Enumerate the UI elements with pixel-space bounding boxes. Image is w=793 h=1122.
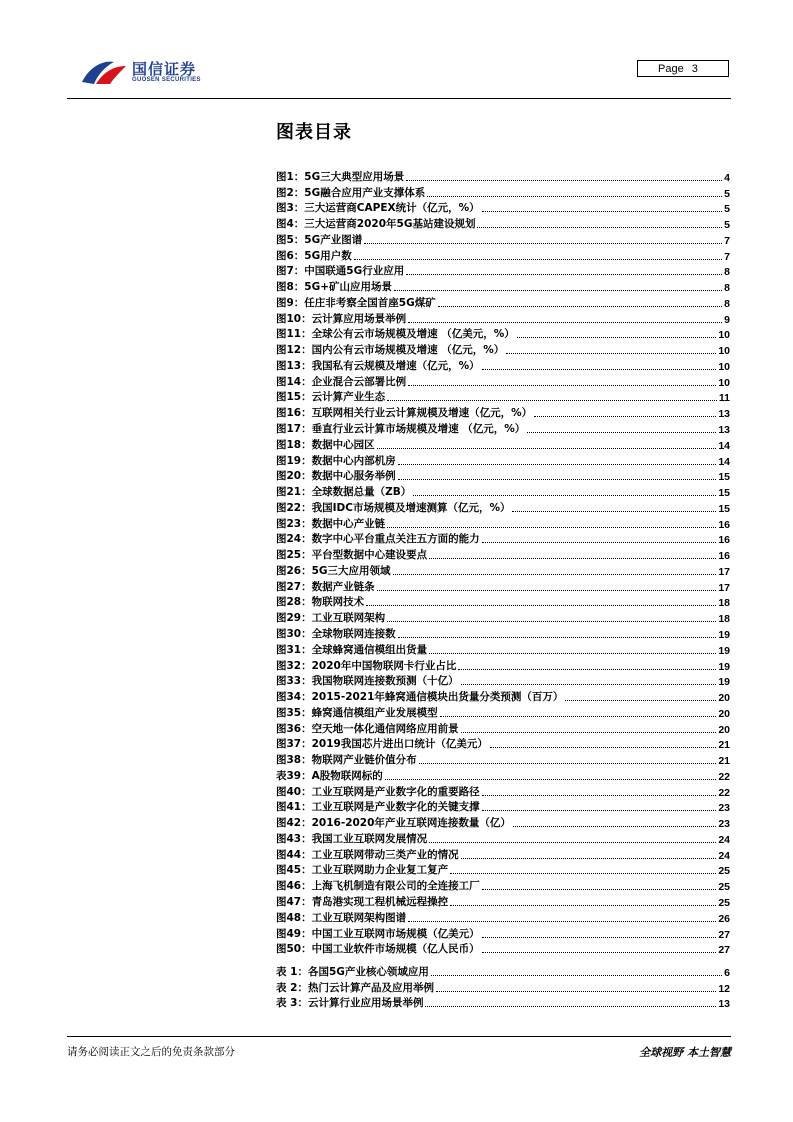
toc-entry-page: 13 [718, 408, 730, 421]
toc-entry-label: 图8：5G+矿山应用场景 [276, 281, 393, 294]
toc-dot-leader [429, 653, 716, 654]
toc-entry[interactable] [276, 184, 730, 200]
toc-entry-label: 图41：工业互联网是产业数字化的关键支撑 [276, 801, 480, 814]
toc-dot-leader [377, 448, 717, 449]
toc-entry[interactable] [276, 562, 730, 578]
toc-dot-leader [408, 921, 716, 922]
toc-dot-leader [565, 700, 716, 701]
toc-dot-leader [406, 180, 722, 181]
toc-entry-label: 图14：企业混合云部署比例 [276, 375, 407, 388]
toc-entry-page: 15 [718, 502, 730, 515]
toc-entry-label: 图9：任庄非考察全国首座5G煤矿 [276, 296, 436, 309]
toc-dot-leader [440, 716, 717, 717]
toc-dot-leader [387, 400, 717, 401]
toc-entry-label: 图31：全球蜂窝通信模组出货量 [276, 643, 428, 656]
toc-entry-label: 图21：全球数据总量（ZB） [276, 486, 412, 499]
toc-dot-leader [387, 621, 716, 622]
toc-entry-label: 图33：我国物联网连接数预测（十亿） [276, 675, 459, 688]
footer-slogan: 全球视野 本土智慧 [639, 1046, 731, 1059]
toc-dot-leader [482, 952, 717, 953]
toc-entry-page: 22 [718, 770, 730, 783]
toc-entry-label: 图20：数据中心服务举例 [276, 470, 396, 483]
toc-title: 图表目录 [276, 122, 352, 143]
toc-dot-leader [461, 858, 717, 859]
toc-entry[interactable] [276, 799, 730, 815]
toc-entry-page: 10 [718, 329, 730, 342]
toc-entry-page: 22 [718, 786, 730, 799]
toc-entry-page: 27 [718, 928, 730, 941]
toc-dot-leader [527, 432, 716, 433]
toc-entry[interactable] [276, 468, 730, 484]
toc-dot-leader [354, 259, 722, 260]
toc-dot-leader [506, 353, 716, 354]
toc-dot-leader [393, 574, 717, 575]
toc-entry[interactable] [276, 499, 730, 515]
logo-english-name: GUOSEN SECURITIES [132, 77, 201, 83]
toc-dot-leader [413, 495, 716, 496]
toc-entry-page: 24 [718, 849, 730, 862]
toc-entry-page: 6 [724, 966, 730, 979]
toc-entry-label: 图32：2020年中国物联网卡行业占比 [276, 659, 457, 672]
footer-divider [67, 1036, 731, 1037]
toc-entry[interactable] [276, 995, 730, 1011]
logo-chinese-name: 国信证券 [132, 60, 197, 78]
toc-entry-label: 图4：三大运营商2020年5G基站建设规划 [276, 218, 476, 231]
toc-entry-page: 16 [718, 518, 730, 531]
toc-entry-page: 5 [724, 219, 730, 232]
toc-entry[interactable] [276, 657, 730, 673]
toc-entry[interactable] [276, 704, 730, 720]
toc-entry-label: 图18：数据中心园区 [276, 438, 375, 451]
toc-entry-page: 25 [718, 865, 730, 878]
toc-entry-page: 16 [718, 550, 730, 563]
toc-entry[interactable] [276, 625, 730, 641]
toc-entry[interactable] [276, 751, 730, 767]
toc-dot-leader [385, 779, 717, 780]
toc-entry[interactable] [276, 925, 730, 941]
toc-entry-page: 13 [718, 998, 730, 1011]
toc-dot-leader [490, 747, 716, 748]
toc-entry-page: 23 [718, 802, 730, 815]
toc-entry-label: 图29：工业互联网架构 [276, 612, 386, 625]
guosen-logo-icon [80, 56, 128, 86]
toc-entry[interactable] [276, 963, 730, 979]
toc-entry-page: 8 [724, 297, 730, 310]
toc-entry[interactable] [276, 231, 730, 247]
toc-entry-page: 19 [718, 676, 730, 689]
toc-dot-leader [419, 763, 717, 764]
toc-dot-leader [482, 795, 717, 796]
toc-dot-leader [482, 369, 717, 370]
toc-entry-label: 图13：我国私有云规模及增速（亿元，%） [276, 359, 480, 372]
toc-entry[interactable] [276, 941, 730, 957]
toc-entry-page: 7 [724, 234, 730, 247]
toc-entry[interactable] [276, 483, 730, 499]
toc-entry-page: 23 [718, 818, 730, 831]
toc-entry-label: 图2：5G融合应用产业支撑体系 [276, 186, 426, 199]
toc-entry-page: 21 [718, 739, 730, 752]
toc-entry-label: 图34：2015-2021年蜂窝通信模块出货量分类预测（百万） [276, 691, 564, 704]
toc-dot-leader [482, 937, 717, 938]
toc-entry[interactable] [276, 294, 730, 310]
toc-dot-leader [364, 243, 722, 244]
toc-entry-label: 图48：工业互联网架构图谱 [276, 911, 407, 924]
toc-entry-label: 图36：空天地一体化通信网络应用前景 [276, 722, 459, 735]
company-logo [80, 56, 220, 88]
toc-entry[interactable] [276, 310, 730, 326]
toc-entry[interactable] [276, 263, 730, 279]
toc-entry-page: 19 [718, 628, 730, 641]
toc-dot-leader [513, 826, 716, 827]
toc-entry[interactable] [276, 515, 730, 531]
toc-entry[interactable] [276, 909, 730, 925]
header-divider [67, 98, 731, 99]
toc-entry-label: 图7：中国联通5G行业应用 [276, 265, 405, 278]
toc-entry[interactable] [276, 452, 730, 468]
footer-disclaimer: 请务必阅读正文之后的免责条款部分 [67, 1046, 235, 1058]
toc-entry-page: 14 [718, 439, 730, 452]
toc-entry-label: 图10：云计算应用场景举例 [276, 312, 407, 325]
toc-entry-page: 18 [718, 597, 730, 610]
toc-entry-page: 13 [718, 424, 730, 437]
toc-entry-label: 图30：全球物联网连接数 [276, 627, 396, 640]
toc-entry-page: 27 [718, 944, 730, 957]
toc-entry[interactable] [276, 531, 730, 547]
toc-entry-label: 图5：5G产业图谱 [276, 233, 363, 246]
toc-entry-page: 21 [718, 755, 730, 768]
toc-dot-leader [482, 889, 717, 890]
toc-dot-leader [482, 810, 717, 811]
toc-entry[interactable] [276, 247, 730, 263]
page-word: Page [658, 63, 684, 75]
toc-entry[interactable] [276, 720, 730, 736]
toc-entry[interactable] [276, 215, 730, 231]
toc-entry-label: 图40：工业互联网是产业数字化的重要路径 [276, 785, 480, 798]
toc-entry-label: 图46：上海飞机制造有限公司的全连接工厂 [276, 880, 480, 893]
toc-entry-page: 26 [718, 912, 730, 925]
toc-entry-page: 15 [718, 487, 730, 500]
toc-entry-label: 图26：5G三大应用领域 [276, 564, 391, 577]
toc-entry[interactable] [276, 688, 730, 704]
toc-entry-page: 25 [718, 896, 730, 909]
toc-dot-leader [425, 1006, 716, 1007]
toc-entry-label: 表 1：各国5G产业核心领域应用 [276, 965, 429, 978]
toc-entry-label: 表 2：热门云计算产品及应用举例 [276, 981, 434, 994]
toc-entry-page: 17 [718, 581, 730, 594]
toc-entry[interactable] [276, 736, 730, 752]
toc-dot-leader [482, 211, 723, 212]
toc-entry-label: 图27：数据产业链条 [276, 580, 375, 593]
toc-entry[interactable] [276, 814, 730, 830]
toc-entry[interactable] [276, 877, 730, 893]
table-list [276, 963, 730, 1010]
toc-dot-leader [461, 684, 717, 685]
toc-entry-label: 图42：2016-2020年产业互联网连接数量（亿） [276, 817, 511, 830]
toc-dot-leader [398, 479, 717, 480]
toc-entry-label: 图1：5G三大典型应用场景 [276, 170, 405, 183]
toc-dot-leader [429, 558, 716, 559]
toc-entry-label: 图35：蜂窝通信模组产业发展模型 [276, 706, 438, 719]
toc-entry-label: 图44：工业互联网带动三类产业的情况 [276, 848, 459, 861]
toc-entry-page: 10 [718, 345, 730, 358]
toc-entry-page: 24 [718, 833, 730, 846]
toc-dot-leader [534, 416, 716, 417]
toc-dot-leader [427, 196, 722, 197]
toc-entry-label: 图49：中国工业互联网市场规模（亿美元） [276, 927, 480, 940]
toc-entry-label: 表39：A股物联网标的 [276, 769, 383, 782]
toc-entry[interactable] [276, 168, 730, 184]
toc-entry-page: 20 [718, 707, 730, 720]
toc-entry[interactable] [276, 357, 730, 373]
toc-dot-leader [461, 732, 717, 733]
toc-entry[interactable] [276, 420, 730, 436]
toc-dot-leader [387, 527, 716, 528]
toc-entry[interactable] [276, 404, 730, 420]
toc-entry-label: 表 3：云计算行业应用场景举例 [276, 997, 424, 1010]
toc-entry-label: 图17：垂直行业云计算市场规模及增速 （亿元，%） [276, 423, 526, 436]
toc-dot-leader [398, 464, 717, 465]
toc-entry-label: 图25：平台型数据中心建设要点 [276, 549, 428, 562]
toc-entry-page: 14 [718, 455, 730, 468]
toc-entry-label: 图45：工业互联网助力企业复工复产 [276, 864, 449, 877]
toc-entry-page: 8 [724, 282, 730, 295]
toc-entry-label: 图37：2019我国芯片进出口统计（亿美元） [276, 738, 488, 751]
toc-entry-label: 图6：5G用户数 [276, 249, 352, 262]
toc-dot-leader [450, 905, 716, 906]
toc-entry-label: 图22：我国IDC市场规模及增速测算（亿元，%） [276, 501, 511, 514]
toc-entry[interactable] [276, 830, 730, 846]
toc-dot-leader [436, 991, 716, 992]
toc-entry-page: 5 [724, 203, 730, 216]
page-indicator [637, 60, 729, 77]
toc-entry-page: 25 [718, 881, 730, 894]
toc-entry[interactable] [276, 200, 730, 216]
toc-entry-page: 11 [718, 392, 730, 405]
toc-entry[interactable] [276, 278, 730, 294]
toc-entry-label: 图15：云计算产业生态 [276, 391, 386, 404]
toc-entry-label: 图24：数字中心平台重点关注五方面的能力 [276, 533, 480, 546]
toc-entry-page: 12 [718, 982, 730, 995]
toc-entry-page: 9 [724, 313, 730, 326]
toc-dot-leader [406, 274, 722, 275]
toc-entry-page: 19 [718, 660, 730, 673]
toc-entry-page: 5 [724, 187, 730, 200]
toc-entry[interactable] [276, 641, 730, 657]
toc-dot-leader [450, 873, 716, 874]
toc-dot-leader [431, 975, 722, 976]
toc-entry-page: 20 [718, 692, 730, 705]
page-number: 3 [691, 63, 698, 75]
toc-entry[interactable] [276, 846, 730, 862]
toc-dot-leader [408, 385, 716, 386]
toc-entry[interactable] [276, 673, 730, 689]
toc-entry[interactable] [276, 578, 730, 594]
toc-entry[interactable] [276, 609, 730, 625]
toc-entry[interactable] [276, 389, 730, 405]
toc-entry-page: 7 [724, 250, 730, 263]
toc-entry-page: 15 [718, 471, 730, 484]
toc-entry-page: 17 [718, 565, 730, 578]
toc-entry-page: 8 [724, 266, 730, 279]
toc-entry-label: 图19：数据中心内部机房 [276, 454, 396, 467]
toc-entry-label: 图43：我国工业互联网发展情况 [276, 832, 428, 845]
toc-dot-leader [429, 842, 716, 843]
toc-entry[interactable] [276, 862, 730, 878]
toc-dot-leader [366, 605, 716, 606]
toc-entry[interactable] [276, 594, 730, 610]
toc-entry-label: 图23：数据中心产业链 [276, 517, 386, 530]
toc-entry-label: 图28：物联网技术 [276, 596, 365, 609]
toc-entry-label: 图38：物联网产业链价值分布 [276, 754, 417, 767]
toc-dot-leader [377, 590, 717, 591]
toc-dot-leader [398, 637, 717, 638]
toc-dot-leader [394, 290, 722, 291]
toc-entry[interactable] [276, 979, 730, 995]
toc-dot-leader [458, 669, 716, 670]
toc-entry-page: 18 [718, 613, 730, 626]
toc-entry-label: 图12：国内公有云市场规模及增速 （亿元，%） [276, 344, 505, 357]
toc-entry-label: 图50：中国工业软件市场规模（亿人民币） [276, 943, 480, 956]
toc-dot-leader [438, 306, 722, 307]
toc-dot-leader [482, 542, 717, 543]
figure-list [276, 168, 730, 956]
toc-dot-leader [408, 322, 722, 323]
toc-entry[interactable] [276, 373, 730, 389]
toc-entry[interactable] [276, 341, 730, 357]
toc-entry[interactable] [276, 783, 730, 799]
toc-entry[interactable] [276, 436, 730, 452]
toc-entry-page: 19 [718, 644, 730, 657]
toc-entry-page: 4 [724, 171, 730, 184]
toc-entry-label: 图16：互联网相关行业云计算规模及增速（亿元，%） [276, 407, 533, 420]
toc-dot-leader [517, 337, 717, 338]
toc-entry-label: 图11：全球公有云市场规模及增速 （亿美元，%） [276, 328, 515, 341]
toc-entry-page: 10 [718, 376, 730, 389]
toc-entry-page: 10 [718, 360, 730, 373]
toc-entry[interactable] [276, 546, 730, 562]
toc-entry[interactable] [276, 893, 730, 909]
toc-dot-leader [477, 227, 722, 228]
toc-dot-leader [512, 511, 716, 512]
toc-entry-label: 图3：三大运营商CAPEX统计（亿元，%） [276, 202, 480, 215]
toc-entry-page: 16 [718, 534, 730, 547]
toc-entry-page: 20 [718, 723, 730, 736]
toc-entry-label: 图47：青岛港实现工程机械远程操控 [276, 895, 449, 908]
toc-entry[interactable] [276, 326, 730, 342]
toc-entry[interactable] [276, 767, 730, 783]
